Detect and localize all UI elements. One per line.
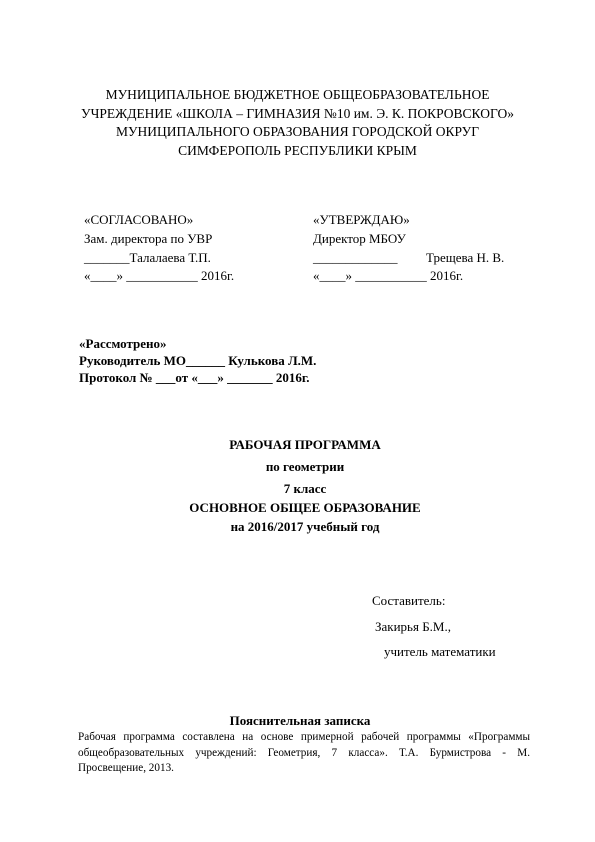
approved-date: «____» ___________ 2016г. <box>313 268 464 283</box>
header-line-1: МУНИЦИПАЛЬНОЕ БЮДЖЕТНОЕ ОБЩЕОБРАЗОВАТЕЛЬНОЕ <box>105 87 490 102</box>
header-line-4: СИМФЕРОПОЛЬ РЕСПУБЛИКИ КРЫМ <box>178 142 417 158</box>
author-name: Закирья Б.М., <box>375 619 451 634</box>
note-text: Рабочая программа составлена на основе примерной рабочей программы «Программы общеобразовательных учреждений: Геометрия, 7 класса». Т.А. Бурмистрова - М. Просвещение, 2013. <box>78 731 530 774</box>
approved-title: «УТВЕРЖДАЮ» <box>313 212 410 227</box>
program-title: РАБОЧАЯ ПРОГРАММА <box>229 437 381 452</box>
school-header <box>0 86 595 160</box>
agreed-position: Зам. директора по УВР <box>84 231 213 246</box>
agreed-title: «СОГЛАСОВАНО» <box>84 212 194 227</box>
reviewed-protocol: Протокол № ___от «___» _______ 2016г. <box>79 370 310 385</box>
program-grade: 7 класс <box>283 481 327 496</box>
approved-name: Трещева Н. В. <box>426 250 505 265</box>
program-year: на 2016/2017 учебный год <box>230 519 380 534</box>
approved-signature-line: _____________ <box>313 250 398 265</box>
author-role: учитель математики <box>384 644 496 659</box>
note-title: Пояснительная записка <box>229 713 371 728</box>
agreed-signature: _______Талалаева Т.П. <box>84 250 211 265</box>
author-label: Составитель: <box>372 593 446 608</box>
reviewed-head: Руководитель МО______ Кулькова Л.М. <box>79 353 317 368</box>
header-line-2: УЧРЕЖДЕНИЕ «ШКОЛА – ГИМНАЗИЯ №10 им. Э. К. ПОКРОВСКОГО» <box>81 105 514 121</box>
program-level: ОСНОВНОЕ ОБЩЕЕ ОБРАЗОВАНИЕ <box>189 500 421 515</box>
program-subject: по геометрии <box>265 459 345 474</box>
agreed-date: «____» ___________ 2016г. <box>84 268 235 283</box>
approved-position: Директор МБОУ <box>313 231 406 246</box>
reviewed-title: «Рассмотрено» <box>79 336 167 351</box>
header-line-3: МУНИЦИПАЛЬНОГО ОБРАЗОВАНИЯ ГОРОДСКОЙ ОКРУГ <box>115 124 480 139</box>
